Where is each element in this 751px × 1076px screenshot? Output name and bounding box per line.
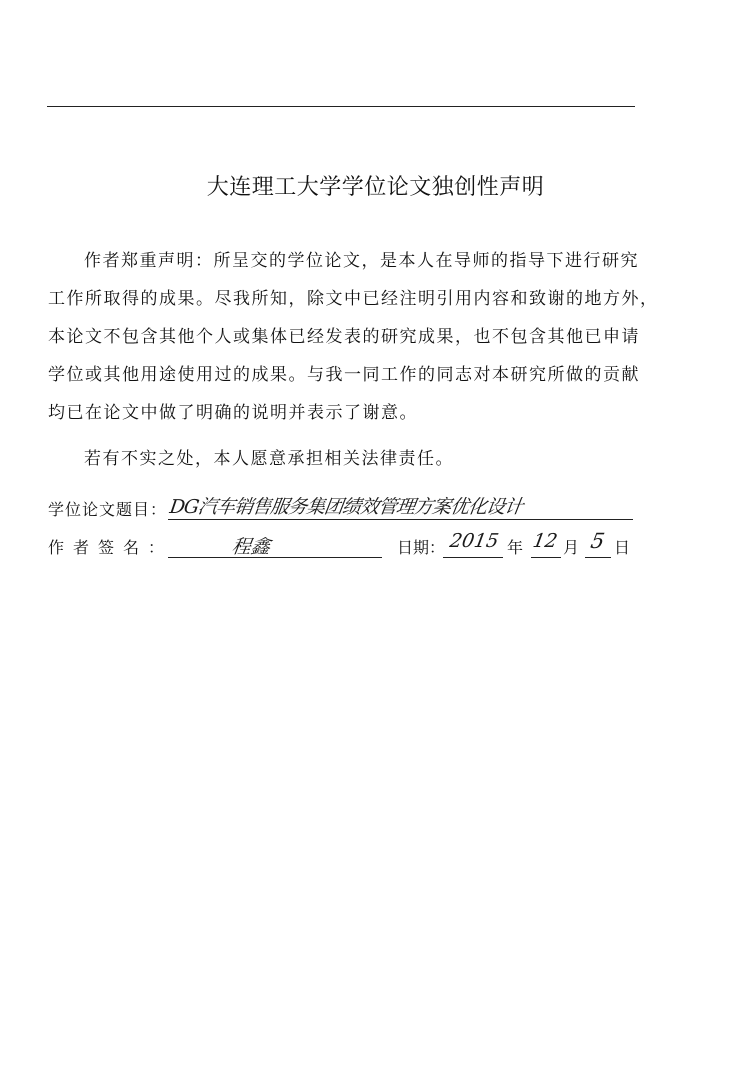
- day-handwritten-value: 5: [588, 529, 607, 553]
- day-unit: 日: [614, 538, 631, 557]
- declaration-line: 学位或其他用途使用过的成果。与我一同工作的同志对本研究所做的贡献: [48, 365, 640, 385]
- liability-paragraph: [48, 440, 454, 478]
- declaration-line: 作者郑重声明：所呈交的学位论文，是本人在导师的指导下进行研究: [84, 251, 639, 271]
- author-signature: 程鑫: [230, 536, 272, 558]
- year-handwritten-value: 2015: [448, 530, 501, 552]
- declaration-line: 均已在论文中做了明确的说明并表示了谢意。: [48, 403, 418, 423]
- month-unit: 月: [563, 538, 580, 557]
- topic-label: 学位论文题目：: [48, 500, 168, 519]
- signature-underline: [168, 535, 382, 558]
- date-label: 日期：: [397, 538, 446, 557]
- declaration-line: 本论文不包含其他个人或集体已经发表的研究成果，也不包含其他已申请: [48, 327, 640, 347]
- year-unit: 年: [507, 538, 524, 557]
- document-title: 大连理工大学学位论文独创性声明: [206, 175, 545, 200]
- signature-label: 作者签名：: [48, 538, 174, 557]
- declaration-paragraph: [48, 242, 659, 432]
- header-rule: [47, 106, 635, 107]
- month-handwritten-value: 12: [531, 530, 560, 552]
- topic-handwritten-value: DG汽车销售服务集团绩效管理方案优化设计: [168, 496, 524, 518]
- liability-line: 若有不实之处，本人愿意承担相关法律责任。: [84, 449, 454, 469]
- declaration-line: 工作所取得的成果。尽我所知，除文中已经注明引用内容和致谢的地方外，: [48, 289, 659, 309]
